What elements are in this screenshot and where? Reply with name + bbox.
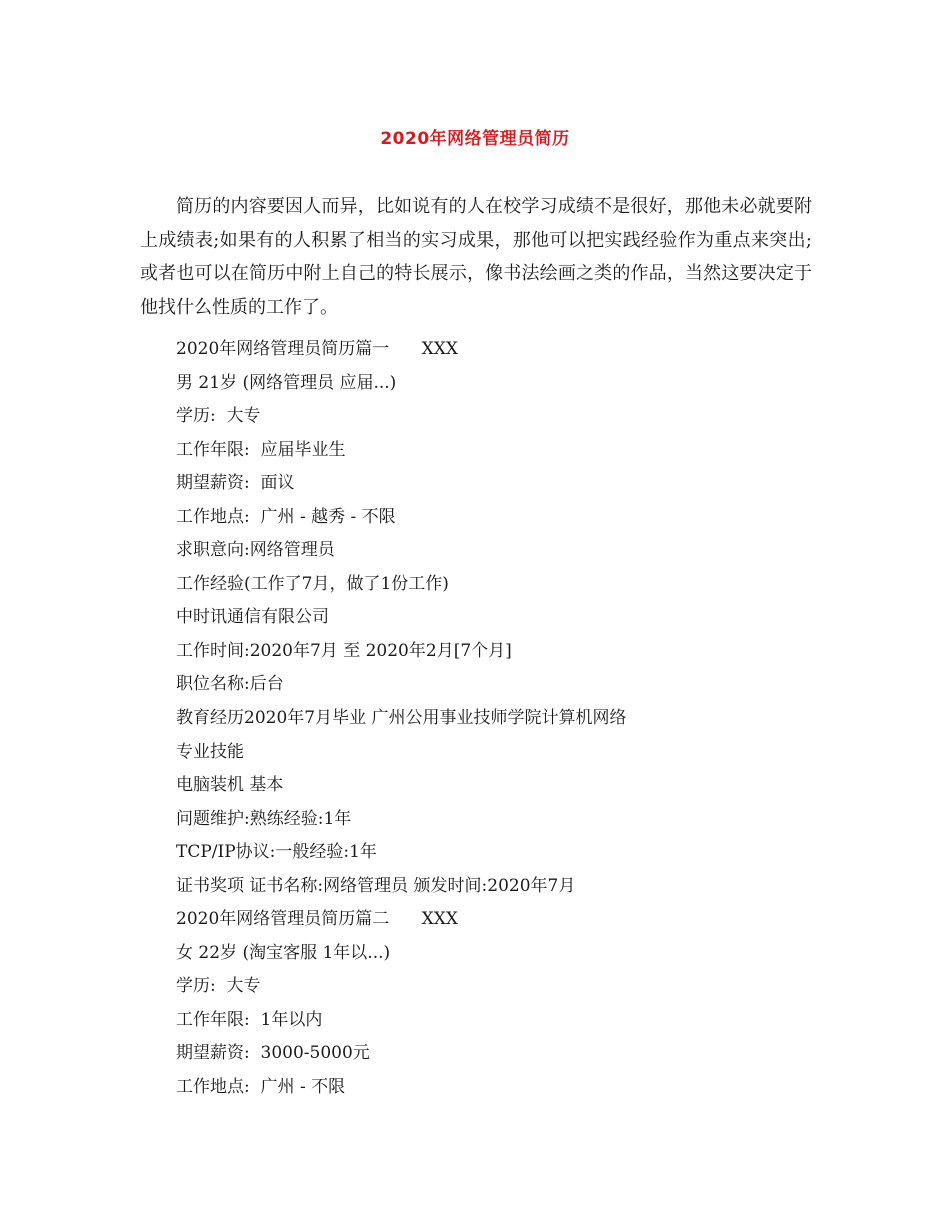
resume-line: 工作年限: 应届毕业生 xyxy=(176,439,346,460)
resume-lines xyxy=(176,333,816,1105)
resume-line: 男 21岁 (网络管理员 应届...) xyxy=(176,372,397,393)
page-title: 2020年网络管理员简历 xyxy=(380,129,570,149)
resume-line: 女 22岁 (淘宝客服 1年以...) xyxy=(176,942,391,963)
resume-line: 中时讯通信有限公司 xyxy=(176,607,329,628)
resume-line: 电脑装机 基本 xyxy=(176,775,284,796)
resume-line: 工作经验(工作了7月，做了1份工作) xyxy=(176,573,449,594)
resume-line: 2020年网络管理员简历篇二 XXX xyxy=(176,909,458,930)
resume-line: 职位名称:后台 xyxy=(176,674,284,695)
resume-line: 2020年网络管理员简历篇一 XXX xyxy=(176,339,458,359)
resume-line: TCP/IP协议:一般经验:1年 xyxy=(176,842,377,863)
resume-line: 期望薪资: 3000-5000元 xyxy=(176,1043,370,1064)
resume-line: 问题维护:熟练经验:1年 xyxy=(176,808,352,829)
resume-line: 学历: 大专 xyxy=(176,406,261,427)
intro-paragraph: 简历的内容要因人而异，比如说有的人在校学习成绩不是很好，那他未必就要附上成绩表;如果有的人积累了相当的实习成果，那他可以把实践经验作为重点来突出;或者也可以在简历中附上自己的特长展示，像书法绘画之类的作品，当然这要决定于他找什么性质的工作了。 xyxy=(140,196,812,318)
resume-line: 证书奖项 证书名称:网络管理员 颁发时间:2020年7月 xyxy=(176,875,576,896)
resume-line: 工作年限: 1年以内 xyxy=(176,1009,323,1030)
resume-line: 工作地点: 广州 - 不限 xyxy=(176,1077,346,1098)
resume-line: 工作地点: 广州 - 越秀 - 不限 xyxy=(176,506,396,527)
resume-line: 期望薪资: 面议 xyxy=(176,473,295,494)
resume-line: 学历: 大专 xyxy=(176,976,261,997)
resume-line: 专业技能 xyxy=(176,741,244,762)
resume-line: 教育经历2020年7月毕业 广州公用事业技师学院计算机网络 xyxy=(176,708,627,729)
resume-line: 求职意向:网络管理员 xyxy=(176,540,335,561)
resume-line: 工作时间:2020年7月 至 2020年2月[7个月] xyxy=(176,640,512,661)
